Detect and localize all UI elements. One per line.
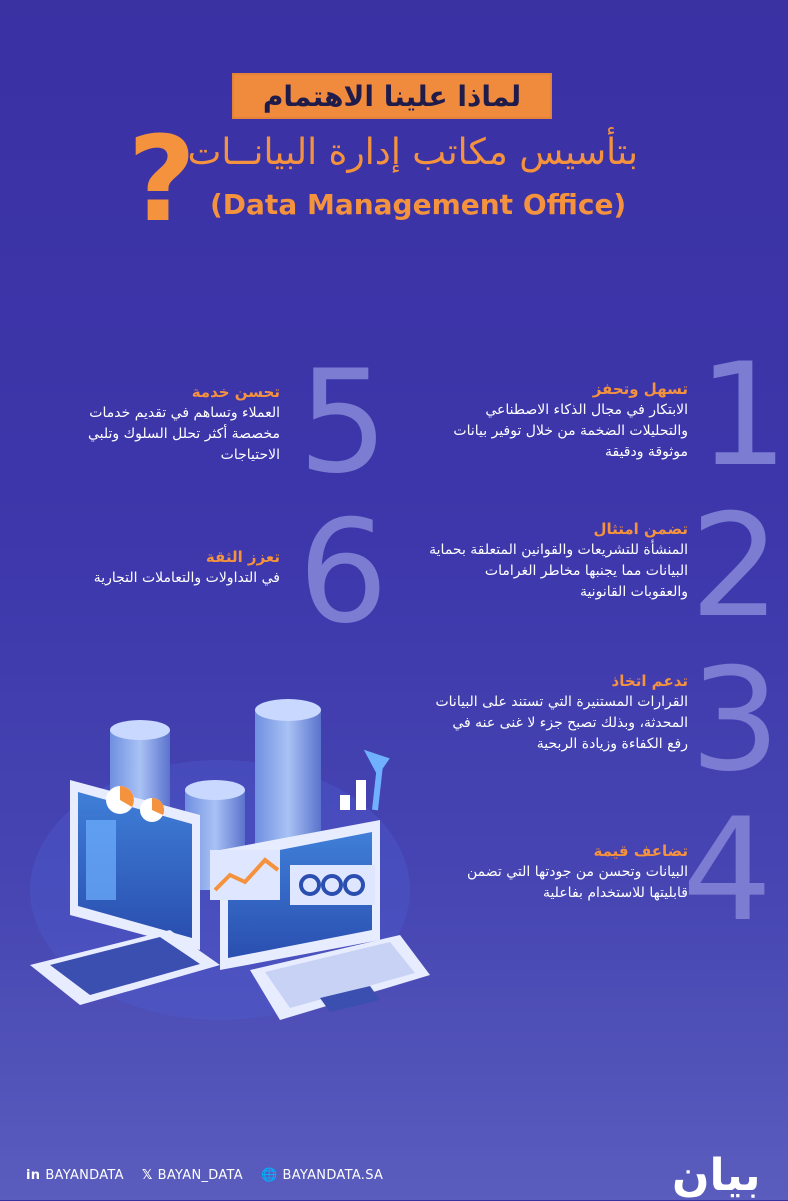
question-mark: ؟ xyxy=(128,110,197,248)
item-3-body: القرارات المستنيرة التي تستند على البيانات المحدثة، وبذلك تصبح جزء لا غنى عنه في رفع الكفاءة وزيادة الربحية xyxy=(435,694,688,752)
footer-web-text: BAYANDATA.SA xyxy=(282,1168,384,1183)
footer-x-text: BAYAN_DATA xyxy=(157,1168,243,1183)
linkedin-icon: in xyxy=(26,1168,41,1183)
item-5-title: تحسن خدمة xyxy=(191,383,280,401)
number-5: 5 xyxy=(298,340,389,505)
item-6-title: تعزز الثقة xyxy=(205,548,280,566)
number-1: 1 xyxy=(698,333,788,498)
item-3-title: تدعم اتخاذ xyxy=(611,672,688,690)
x-icon: 𝕏 xyxy=(141,1168,153,1183)
item-1 xyxy=(428,380,688,463)
item-4-body: البيانات وتحسن من جودتها التي تضمن قابليتها للاستخدام بفاعلية xyxy=(466,864,688,901)
item-5 xyxy=(70,383,280,466)
footer xyxy=(26,1168,383,1183)
title-badge: لماذا علينا الاهتمام xyxy=(232,73,552,119)
item-1-body: الابتكار في مجال الذكاء الاصطناعي والتحليلات الضخمة من خلال توفير بيانات موثوقة ودقيقة xyxy=(453,402,688,460)
item-6-body: في التداولات والتعاملات التجارية xyxy=(93,570,280,586)
item-1-title: تسهل وتحفز xyxy=(592,380,688,398)
item-3 xyxy=(428,672,688,755)
bayan-logo: بيان xyxy=(672,1150,761,1201)
item-6 xyxy=(70,548,280,589)
globe-icon: 🌐 xyxy=(260,1168,278,1183)
item-4 xyxy=(428,842,688,904)
computers-illustration xyxy=(20,680,440,1040)
subtitle-english: (Data Management Office) xyxy=(210,188,627,221)
footer-linkedin-text: BAYANDATA xyxy=(45,1168,124,1183)
footer-x[interactable] xyxy=(142,1168,243,1183)
subtitle-arabic: بتأسيس مكاتب إدارة البيانــات xyxy=(187,132,638,173)
footer-linkedin[interactable] xyxy=(26,1168,124,1183)
number-2: 2 xyxy=(690,484,781,649)
number-4: 4 xyxy=(682,788,773,953)
item-2-body: المنشأة للتشريعات والقوانين المتعلقة بحماية البيانات مما يجنبها مخاطر الغرامات والعقوبات القانونية xyxy=(429,542,688,600)
number-3: 3 xyxy=(690,638,781,803)
item-2-title: تضمن امتثال xyxy=(593,520,688,538)
item-5-body: العملاء وتساهم في تقديم خدمات مخصصة أكثر تحلل السلوك وتلبي الاحتياجات xyxy=(87,405,280,463)
footer-web[interactable] xyxy=(261,1168,383,1183)
number-6: 6 xyxy=(298,490,389,655)
item-4-title: تضاعف قيمة xyxy=(593,842,688,860)
item-2 xyxy=(428,520,688,603)
